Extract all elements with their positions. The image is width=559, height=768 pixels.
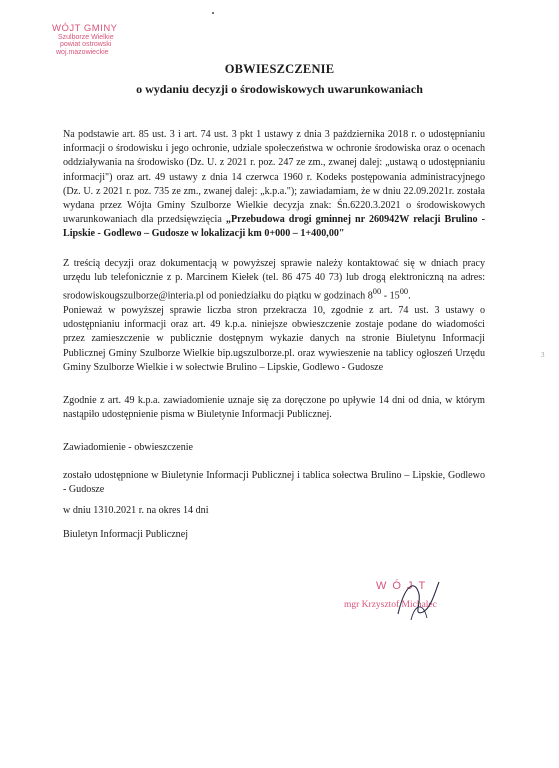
stamp-line-4: woj.mazowieckie xyxy=(56,48,109,56)
handwritten-signature-icon xyxy=(393,574,443,624)
document-subtitle: o wydaniu decyzji o środowiskowych uwarunkowaniach xyxy=(136,82,423,96)
scan-speck xyxy=(212,12,214,14)
notice-date: w dniu 1310.2021 r. na okres 14 dni xyxy=(63,505,209,516)
margin-mark: 3 xyxy=(541,351,545,359)
contact-end: . xyxy=(408,290,411,302)
stamp-line-1: WÓJT GMINY xyxy=(52,23,118,34)
hours-end-superscript: 00 xyxy=(399,287,409,297)
notice-published: zostało udostępnione w Biuletynie Informacji Publicznej i tablica sołectwa Brulino – Lipskie, Godlewo - Gudosze xyxy=(63,470,485,496)
notice-label: Zawiadomienie - obwieszczenie xyxy=(63,442,194,453)
stamp-line-2: Szulborze Wielkie xyxy=(58,33,114,41)
project-name: „Przebudowa drogi gminnej nr 260942W relacji Brulino - Lipskie - Godlewo – Gudosze w lokalizacji km 0+000 – 1+400,00" xyxy=(63,214,486,240)
paragraph-legal-basis xyxy=(63,128,485,242)
notice-source: Biuletyn Informacji Publicznej xyxy=(63,529,189,540)
contact-text: Z treścią decyzji oraz dokumentacją w powyższej sprawie należy kontaktować się w dniach pracy urzędu lub telefonicznie z p. Marcinem Kiełek (tel. 86 475 40 73) lub drogą elektroniczną na adres: srodowiskougszulborze@interia.pl od poniedziałku do piątku w godzinach 8 xyxy=(63,258,485,302)
stamp-line-3: powiat ostrowski xyxy=(60,41,112,49)
paragraph-publication: Ponieważ w powyższej sprawie liczba stron przekracza 10, zgodnie z art. 74 ust. 3 ustawy o udostępnianiu informacji oraz art. 49 k.p.a. niniejsze obwieszczenie zostaje podane do wiadomości przez zamieszczenie w publicznie dostępnym wykazie danych na stronie Biuletynu Informacji Publicznej Gminy Szulborze Wielkie bip.ugszulborze.pl. oraz wywieszenie na tablicy ogłoszeń Urzędu Gminy Szulborze Wielkie i w sołectwie Brulino – Lipskie, Godlewo - Gudosze xyxy=(63,305,485,373)
signature-title: WÓJT xyxy=(376,580,432,592)
paragraph-contact xyxy=(63,257,485,304)
document-title: OBWIESZCZENIE xyxy=(224,62,335,76)
signature-stamp xyxy=(338,580,488,620)
hours-start-superscript: 00 xyxy=(372,287,382,297)
hours-separator: - 15 xyxy=(381,290,400,302)
office-stamp xyxy=(52,24,152,56)
signature-name: mgr Krzysztof Michalec xyxy=(344,600,437,610)
paragraph-delivery: Zgodnie z art. 49 k.p.a. zawiadomienie uznaje się za doręczone po upływie 14 dni od dnia, w którym nastąpiło udostępnienie pisma w Biuletynie Informacji Publicznej. xyxy=(63,395,485,421)
paragraph-legal-basis-text: Na podstawie art. 85 ust. 3 i art. 74 ust. 3 pkt 1 ustawy z dnia 3 października 2018 r. o udostępnianiu informacji o środowisku i jego ochronie, udziale społeczeństwa w ochronie środowiska oraz o ocenach oddziaływania na środowisko (Dz. U. z 2021 r. poz. 247 ze zm., zwanej dalej: „ustawą o udostępnianiu informacji") oraz art. 49 ustawy z dnia 14 czerwca 1960 r. Kodeks postępowania administracyjnego (Dz. U. z 2021 r. poz. 735 ze zm., zwanej dalej: „k.p.a."); zawiadamiam, że w dniu 22.09.2021r. została wydana przez Wójta Gminy Szulborze Wielkie decyzja znak: Śn.6220.3.2021 o środowiskowych uwarunkowaniach dla przedsięwzięcia xyxy=(63,129,485,226)
